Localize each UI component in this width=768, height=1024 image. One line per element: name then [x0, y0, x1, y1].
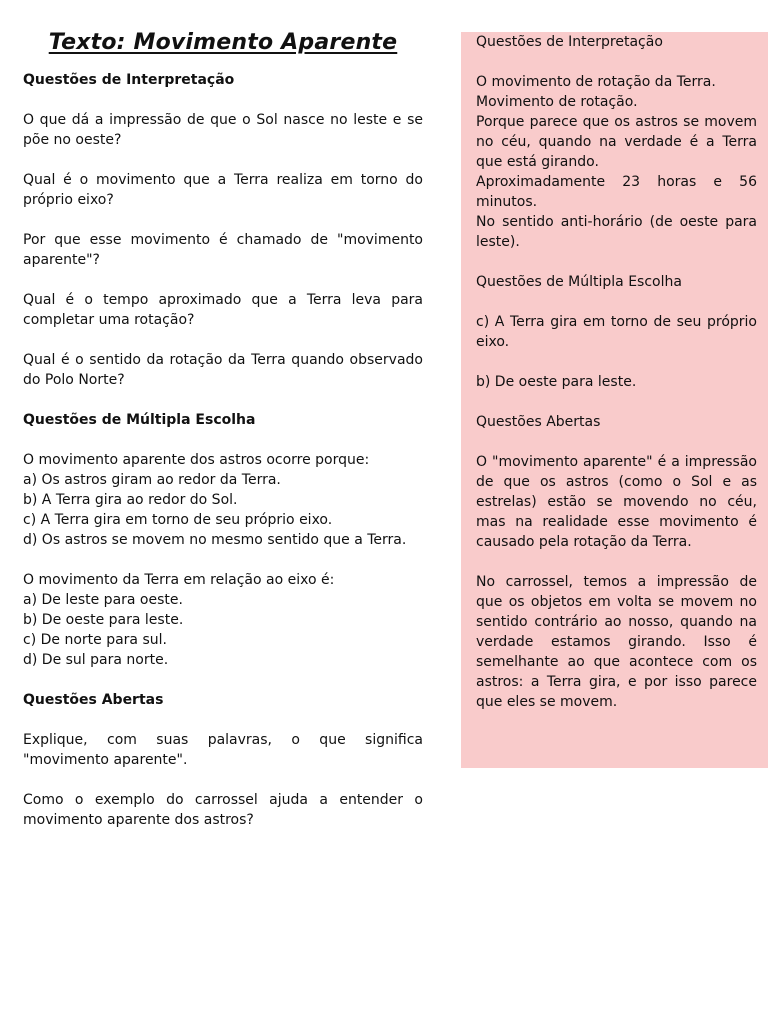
mc-question-1-option-c: c) A Terra gira em torno de seu próprio eixo. [23, 512, 333, 528]
answers-panel [461, 32, 768, 768]
mc-question-2-prompt: O movimento da Terra em relação ao eixo é: [23, 572, 335, 588]
mc-question-2-option-d: d) De sul para norte. [23, 652, 169, 668]
open-answer-1: O "movimento aparente" é a impressão de que os astros (como o Sol e as estrelas) estão se movendo no céu, mas na realidade esse movimento é causado pela rotação da Terra. [476, 454, 757, 550]
mc-question-1-option-d: d) Os astros se movem no mesmo sentido que a Terra. [23, 532, 407, 548]
mc-question-2 [23, 570, 423, 670]
section-heading-interpretation: Questões de Interpretação [23, 72, 235, 88]
answers-heading-multiple-choice: Questões de Múltipla Escolha [476, 274, 682, 290]
mc-question-2-option-b: b) De oeste para leste. [23, 612, 184, 628]
mc-answer-2: b) De oeste para leste. [476, 374, 637, 390]
answer-1: O movimento de rotação da Terra. [476, 74, 716, 90]
question-2: Qual é o movimento que a Terra realiza em torno do próprio eixo? [23, 172, 423, 208]
answers-heading-interpretation: Questões de Interpretação [476, 34, 663, 50]
answer-4: Aproximadamente 23 horas e 56 minutos. [476, 174, 757, 210]
mc-answer-1: c) A Terra gira em torno de seu próprio eixo. [476, 314, 757, 350]
mc-question-1 [23, 450, 423, 550]
open-question-1: Explique, com suas palavras, o que significa "movimento aparente". [23, 732, 423, 768]
mc-question-2-option-c: c) De norte para sul. [23, 632, 167, 648]
answer-3: Porque parece que os astros se movem no céu, quando na verdade é a Terra que está girando. [476, 114, 757, 170]
mc-question-1-option-b: b) A Terra gira ao redor do Sol. [23, 492, 238, 508]
question-1: O que dá a impressão de que o Sol nasce no leste e se põe no oeste? [23, 112, 423, 148]
question-5: Qual é o sentido da rotação da Terra quando observado do Polo Norte? [23, 352, 423, 388]
answer-5: No sentido anti-horário (de oeste para leste). [476, 214, 757, 250]
questions-column [23, 70, 423, 830]
page-title: Texto: Movimento Aparente [48, 30, 398, 55]
section-heading-open: Questões Abertas [23, 692, 164, 708]
answers-column [476, 32, 757, 712]
mc-question-2-option-a: a) De leste para oeste. [23, 592, 183, 608]
mc-question-1-option-a: a) Os astros giram ao redor da Terra. [23, 472, 281, 488]
question-3: Por que esse movimento é chamado de "movimento aparente"? [23, 232, 423, 268]
open-question-2: Como o exemplo do carrossel ajuda a entender o movimento aparente dos astros? [23, 792, 423, 828]
answers-heading-open: Questões Abertas [476, 414, 601, 430]
mc-question-1-prompt: O movimento aparente dos astros ocorre porque: [23, 452, 370, 468]
answer-2: Movimento de rotação. [476, 94, 638, 110]
question-4: Qual é o tempo aproximado que a Terra leva para completar uma rotação? [23, 292, 423, 328]
open-answer-2: No carrossel, temos a impressão de que os objetos em volta se movem no sentido contrário ao nosso, quando na verdade estamos girando. Isso é semelhante ao que acontece com os astros: a Terra gira, e por isso parece que eles se movem. [476, 574, 757, 710]
section-heading-multiple-choice: Questões de Múltipla Escolha [23, 412, 256, 428]
